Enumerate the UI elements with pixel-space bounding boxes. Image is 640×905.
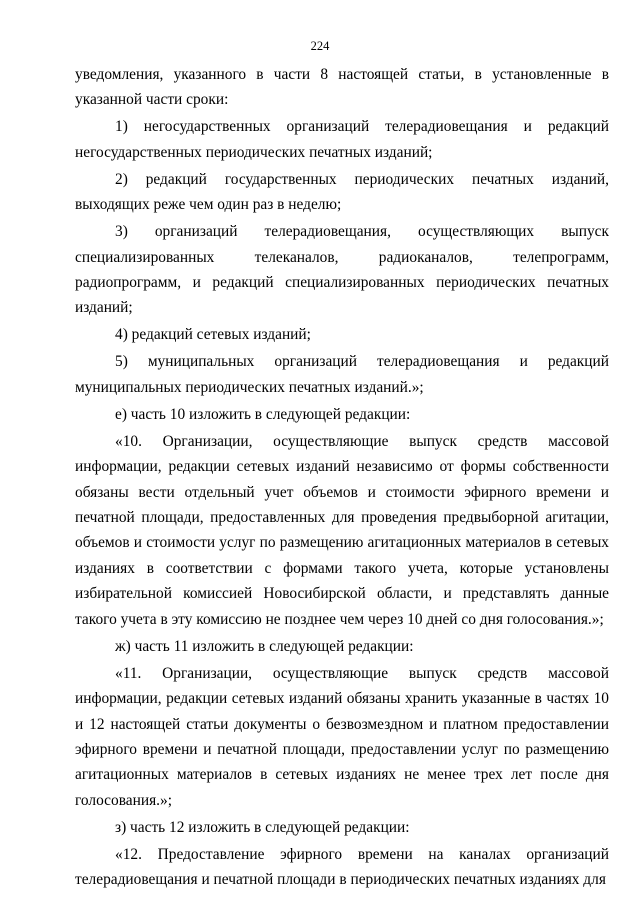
- paragraph-part-11: «11. Организации, осуществляющие выпуск средств массовой информации, редакции сетевых изданий обязаны хранить указанные в частях 10 и 12 настоящей статьи документы о безвозмездном и платном предоставлении эфирного времени и печатной площади, предоставлении услуг по размещению агитационных материалов в сетевых изданиях не менее трех лет после дня голосования.»;: [75, 664, 609, 809]
- paragraph-amendment-z: з) часть 12 изложить в следующей редакции:: [115, 818, 410, 836]
- paragraph-amendment-zh: ж) часть 11 изложить в следующей редакции:: [115, 637, 414, 655]
- paragraph-item-3: 3) организаций телерадиовещания, осуществляющих выпуск специализированных телеканалов, радиоканалов, телепрограмм, радиопрограмм, и редакций специализированных периодических печатных изданий;: [75, 223, 609, 317]
- document-body: [75, 62, 609, 893]
- paragraph-part-12: «12. Предоставление эфирного времени на каналах организаций телерадиовещания и печатной площади в периодических печатных изданиях для: [75, 845, 609, 889]
- paragraph-amendment-e: е) часть 10 изложить в следующей редакции:: [115, 405, 411, 423]
- paragraph-part-10: «10. Организации, осуществляющие выпуск средств массовой информации, редакции сетевых изданий независимо от формы собственности обязаны вести отдельный учет объемов и стоимости эфирного времени и печатной площади, предоставленных для проведения предвыборной агитации, объемов и стоимости услуг по размещению агитационных материалов в сетевых изданиях в соответствии с формами такого учета, которые установлены избирательной комиссией Новосибирской области, и представлять данные такого учета в эту комиссию не позднее чем через 10 дней со дня голосования.»;: [75, 432, 609, 628]
- page-number: 224: [310, 39, 330, 53]
- paragraph-item-1: 1) негосударственных организаций телерадиовещания и редакций негосударственных периодических печатных изданий;: [75, 118, 609, 161]
- paragraph-item-2: 2) редакций государственных периодических печатных изданий, выходящих реже чем один раз в неделю;: [75, 170, 609, 214]
- paragraph-item-5: 5) муниципальных организаций телерадиовещания и редакций муниципальных периодических печатных изданий.»;: [75, 353, 609, 396]
- paragraph-item-4: 4) редакций сетевых изданий;: [115, 326, 311, 344]
- paragraph-continuation: уведомления, указанного в части 8 настоящей статьи, в установленные в указанной части сроки:: [75, 66, 609, 109]
